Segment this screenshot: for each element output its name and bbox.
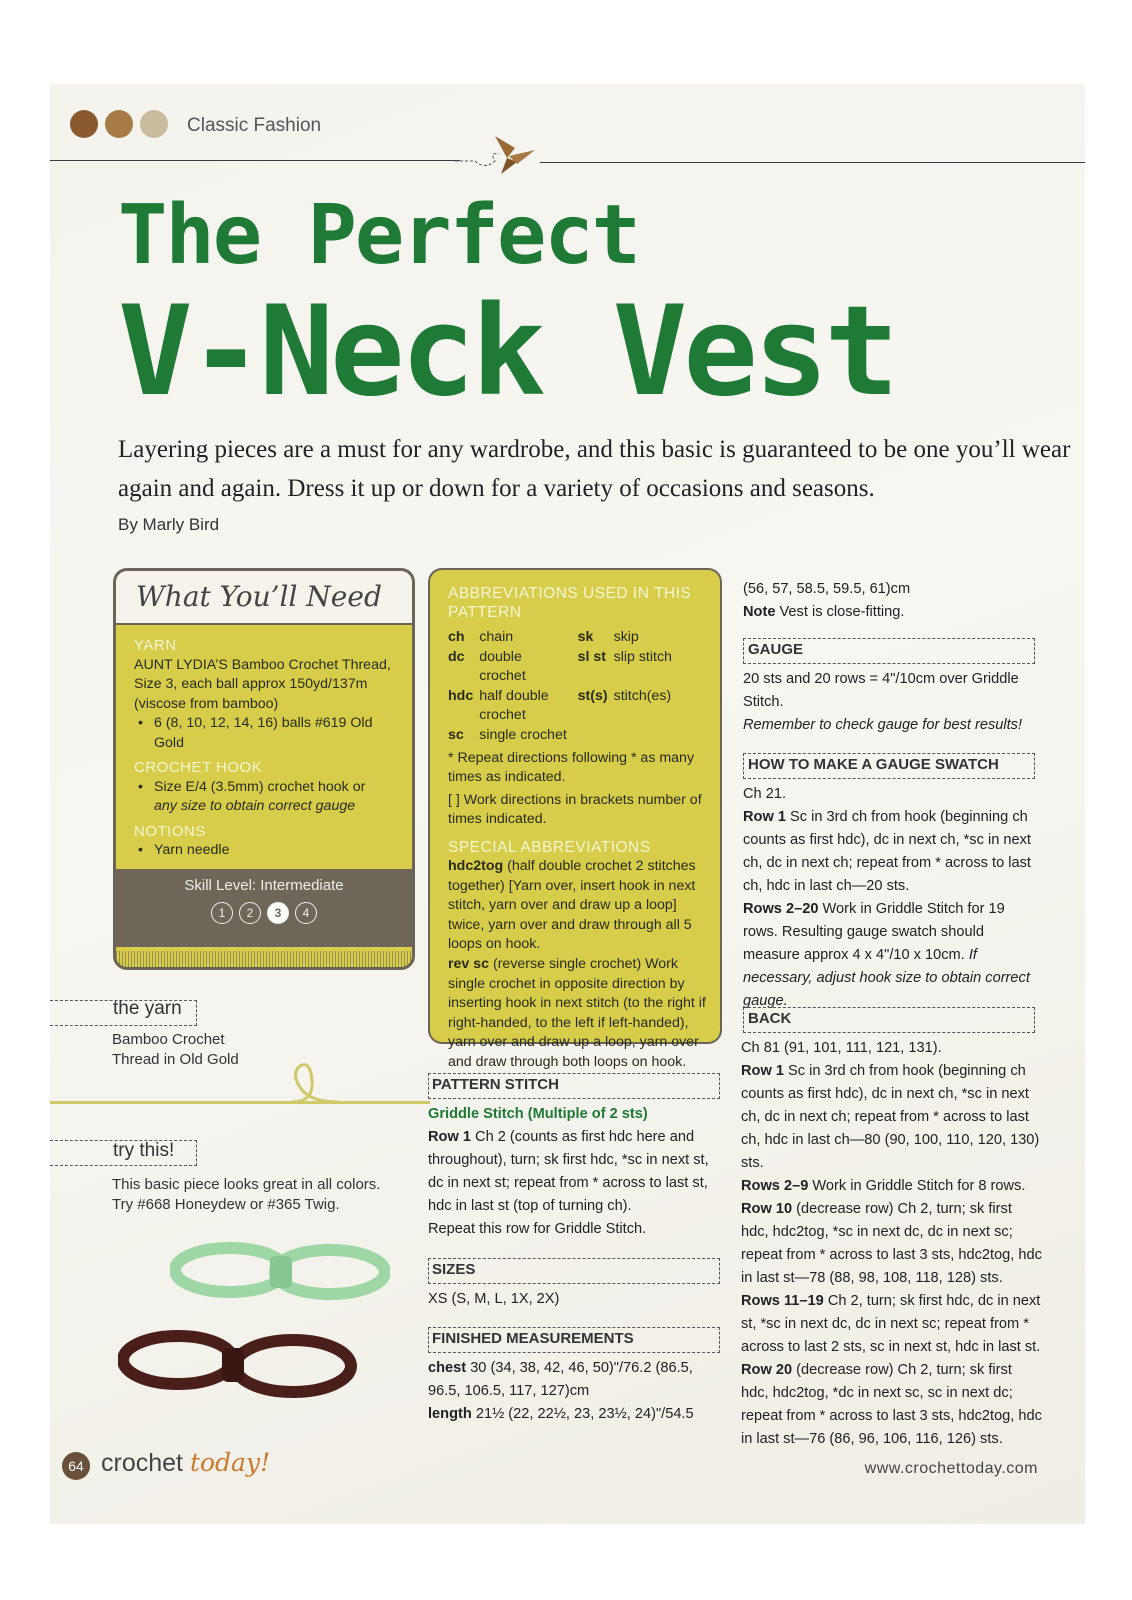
hdc2tog-definition bbox=[448, 857, 706, 955]
materials-heading: What You’ll Need bbox=[116, 571, 412, 625]
title-line-2: V-Neck Vest bbox=[118, 280, 896, 424]
pattern-row-1 bbox=[428, 1126, 723, 1218]
abbr-key: sl st bbox=[577, 648, 607, 665]
abbreviations-card bbox=[428, 568, 722, 1070]
fit-note bbox=[743, 601, 1043, 624]
card-fringe bbox=[116, 951, 412, 967]
abbr-key: sk bbox=[577, 629, 594, 645]
gauge-reminder: Remember to check gauge for best results! bbox=[743, 717, 1023, 733]
row-text: Work in Griddle Stitch for 19 rows. Resulting gauge swatch should measure approx 4 x 4"/10 x 10cm. bbox=[743, 901, 1005, 963]
row-term: Row 1 bbox=[741, 1063, 784, 1079]
yarn-loop-icon bbox=[282, 1050, 342, 1110]
skill-level-1: 1 bbox=[211, 902, 233, 924]
abbreviations-heading: ABBREVIATIONS USED IN THIS PATTERN bbox=[448, 585, 692, 621]
special-abbreviations-heading: SPECIAL ABBREVIATIONS bbox=[448, 838, 651, 856]
row-term: Rows 2–9 bbox=[741, 1178, 809, 1194]
hook-size-note: any size to obtain correct gauge bbox=[154, 798, 356, 814]
notions-item: • Yarn needle bbox=[134, 841, 398, 861]
abbr-value: slip stitch bbox=[613, 648, 672, 665]
swatch-adjust-note: If necessary, adjust hook size to obtain correct gauge. bbox=[743, 947, 1030, 1009]
revsc-term: rev sc bbox=[448, 955, 490, 972]
row-text: Ch 2 (counts as first hdc here and throughout), turn; sk first hdc, *sc in next st, dc in next st; repeat from * across to last st, hdc in last st (top of turning ch). bbox=[428, 1129, 709, 1214]
skill-level-4: 4 bbox=[295, 902, 317, 924]
pattern-stitch-body bbox=[428, 1103, 723, 1241]
yarn-amount: • 6 (8, 10, 12, 14, 16) balls #619 Old Gold bbox=[134, 714, 398, 753]
length-measurement bbox=[428, 1403, 723, 1426]
back-heading: BACK bbox=[748, 1010, 792, 1027]
yarn-skein-brown-icon bbox=[118, 1320, 358, 1410]
section-kicker: Classic Fashion bbox=[187, 115, 322, 136]
intro-paragraph: Layering pieces are a must for any wardrobe, and this basic is guaranteed to be one you’ll wear again and again. Dress it up or down for a variety of occasions and seasons. bbox=[118, 436, 1071, 502]
pattern-stitch-subheading: Griddle Stitch (Multiple of 2 sts) bbox=[428, 1106, 648, 1122]
abbr-key: ch bbox=[448, 629, 465, 645]
revsc-definition bbox=[448, 955, 706, 1073]
length-text: 21½ (22, 22½, 23, 23½, 24)"/54.5 bbox=[475, 1406, 694, 1422]
skill-level-label: Skill Level: Intermediate bbox=[184, 877, 344, 894]
row-text: (decrease row) Ch 2, turn; sk first hdc, hdc2tog, *sc in next dc, dc in next sc; repeat from * across to last 3 sts, hdc2tog, hdc in last st—78 (88, 98, 108, 118, 128) sts. bbox=[741, 1201, 1042, 1286]
skill-level-3: 3 bbox=[267, 902, 289, 924]
row-term: Rows 11–19 bbox=[741, 1293, 824, 1309]
hook-size bbox=[134, 778, 398, 817]
byline: By Marly Bird bbox=[118, 515, 220, 534]
butterfly-icon bbox=[455, 128, 550, 178]
back-chain: Ch 81 (91, 101, 111, 121, 131). bbox=[741, 1040, 942, 1056]
yarn-skein-green-icon bbox=[170, 1230, 390, 1310]
abbr-value: stitch(es) bbox=[613, 687, 672, 704]
materials-card bbox=[113, 568, 415, 970]
swatch-body bbox=[743, 783, 1043, 1013]
swatch-row-1 bbox=[743, 806, 1043, 898]
row-text: Sc in 3rd ch from hook (beginning ch counts as first hdc), dc in next ch, *sc in next ch, dc in next ch; repeat from * across to last ch, hdc in last ch—80 (90, 100, 110, 120, 130) sts. bbox=[741, 1063, 1040, 1171]
abbr-key: dc bbox=[448, 648, 465, 665]
hdc2tog-text: (half double crochet 2 stitches together) [Yarn over, insert hook in next stitch, yarn over and draw up a loop] twice, yarn over and draw through all 5 loops on hook. bbox=[448, 857, 696, 953]
chest-text: 30 (34, 38, 42, 46, 50)"/76.2 (86.5, 96.5, 106.5, 117, 127)cm bbox=[428, 1360, 693, 1399]
back-row-20 bbox=[741, 1359, 1043, 1451]
sizes-text: XS (S, M, L, 1X, 2X) bbox=[428, 1291, 560, 1307]
abbreviations-list bbox=[448, 628, 706, 746]
hook-size-text: Size E/4 (3.5mm) crochet hook or bbox=[154, 778, 366, 795]
header-rule-left bbox=[50, 160, 460, 161]
yarn-label: the yarn bbox=[113, 998, 182, 1019]
abbr-value: chain bbox=[479, 629, 514, 645]
yarn-note: Bamboo Crochet Thread in Old Gold bbox=[112, 1031, 239, 1068]
back-row-1 bbox=[741, 1060, 1043, 1175]
brand-word: crochet bbox=[101, 1449, 183, 1477]
title-line-1: The Perfect bbox=[118, 188, 640, 283]
note-text: Vest is close-fitting. bbox=[779, 604, 905, 620]
note-term: Note bbox=[743, 604, 776, 620]
abbr-key: sc bbox=[448, 726, 464, 743]
finished-heading: FINISHED MEASUREMENTS bbox=[432, 1330, 634, 1347]
hdc2tog-term: hdc2tog bbox=[448, 857, 504, 874]
skill-level-bar bbox=[116, 869, 412, 947]
abbr-value: single crochet bbox=[479, 726, 567, 743]
abbr-value: skip bbox=[613, 629, 639, 645]
try-note: This basic piece looks great in all colors. Try #668 Honeydew or #365 Twig. bbox=[112, 1176, 381, 1213]
row-text: (decrease row) Ch 2, turn; sk first hdc, hdc2tog, *dc in next sc, sc in next dc; repeat from * across to last 3 sts, hdc2tog, hdc in last st—76 (86, 96, 106, 116, 126) sts. bbox=[741, 1362, 1042, 1447]
gauge-text: 20 sts and 20 rows = 4"/10cm over Griddle Stitch. bbox=[743, 671, 1019, 710]
back-rows-2-9 bbox=[741, 1175, 1043, 1198]
abbr-value: double crochet bbox=[479, 648, 526, 685]
section-dots bbox=[70, 110, 168, 138]
skill-level-2: 2 bbox=[239, 902, 261, 924]
chest-measurement bbox=[428, 1357, 723, 1403]
back-body bbox=[741, 1037, 1043, 1451]
star-note: * Repeat directions following * as many times as indicated. bbox=[448, 749, 695, 786]
row-term: Row 10 bbox=[741, 1201, 793, 1217]
abbr-key: st(s) bbox=[577, 687, 608, 704]
magazine-brand bbox=[101, 1448, 270, 1478]
swatch-rows-2-20 bbox=[743, 898, 1043, 1013]
dot-3 bbox=[140, 110, 168, 138]
swatch-heading: HOW TO MAKE A GAUGE SWATCH bbox=[748, 756, 999, 773]
row-term: Row 20 bbox=[741, 1362, 793, 1378]
brand-script: today! bbox=[189, 1448, 271, 1477]
skill-level-scale bbox=[116, 902, 412, 924]
length-cm-continued: (56, 57, 58.5, 59.5, 61)cm bbox=[743, 581, 911, 597]
row-text: Sc in 3rd ch from hook (beginning ch counts as first hdc), dc in next ch, *sc in next ch, dc in next ch; repeat from * across to last ch, hdc in last ch—20 sts. bbox=[743, 809, 1031, 894]
measurements-continued bbox=[743, 578, 1043, 624]
back-row-10 bbox=[741, 1198, 1043, 1290]
row-term: Row 1 bbox=[428, 1129, 471, 1145]
yarn-description: AUNT LYDIA’S Bamboo Crochet Thread, Size 3, each ball approx 150yd/137m (viscose from bamboo) bbox=[134, 656, 391, 712]
back-rows-11-19 bbox=[741, 1290, 1043, 1359]
finished-body bbox=[428, 1357, 723, 1426]
abbr-value: half double crochet bbox=[479, 687, 549, 724]
header-rule-right bbox=[540, 162, 1085, 163]
yarn-heading: YARN bbox=[134, 637, 177, 654]
yarn-strand bbox=[50, 1101, 430, 1104]
bracket-note: [ ] Work directions in brackets number of times indicated. bbox=[448, 791, 702, 828]
row-text: Work in Griddle Stitch for 8 rows. bbox=[812, 1178, 1026, 1194]
row-text: Ch 2, turn; sk first hdc, dc in next st, *sc in next dc, dc in next sc; repeat from * across to last 2 sts, sc in next st, hdc in last st. bbox=[741, 1293, 1041, 1355]
pattern-stitch-heading: PATTERN STITCH bbox=[432, 1076, 559, 1093]
gauge-heading: GAUGE bbox=[748, 641, 804, 658]
notions-heading: NOTIONS bbox=[134, 822, 206, 840]
row-term: Rows 2–20 bbox=[743, 901, 819, 917]
gauge-body bbox=[743, 668, 1043, 737]
try-label: try this! bbox=[113, 1140, 175, 1161]
pattern-repeat: Repeat this row for Griddle Stitch. bbox=[428, 1221, 647, 1237]
swatch-chain: Ch 21. bbox=[743, 786, 786, 802]
row-term: Row 1 bbox=[743, 809, 786, 825]
page-number: 64 bbox=[62, 1452, 90, 1480]
dot-1 bbox=[70, 110, 98, 138]
length-term: length bbox=[428, 1406, 472, 1422]
revsc-text: (reverse single crochet) Work single crochet in opposite direction by inserting hook in next stitch (to the right if right-handed, to the left if left-handed), yarn over and draw up a loop, yarn over and draw through both loops on hook. bbox=[448, 955, 706, 1070]
sizes-heading: SIZES bbox=[432, 1261, 476, 1278]
dot-2 bbox=[105, 110, 133, 138]
hook-heading: CROCHET HOOK bbox=[134, 759, 263, 776]
abbr-key: hdc bbox=[448, 687, 474, 704]
website-url[interactable]: www.crochettoday.com bbox=[864, 1460, 1038, 1477]
chest-term: chest bbox=[428, 1360, 467, 1376]
